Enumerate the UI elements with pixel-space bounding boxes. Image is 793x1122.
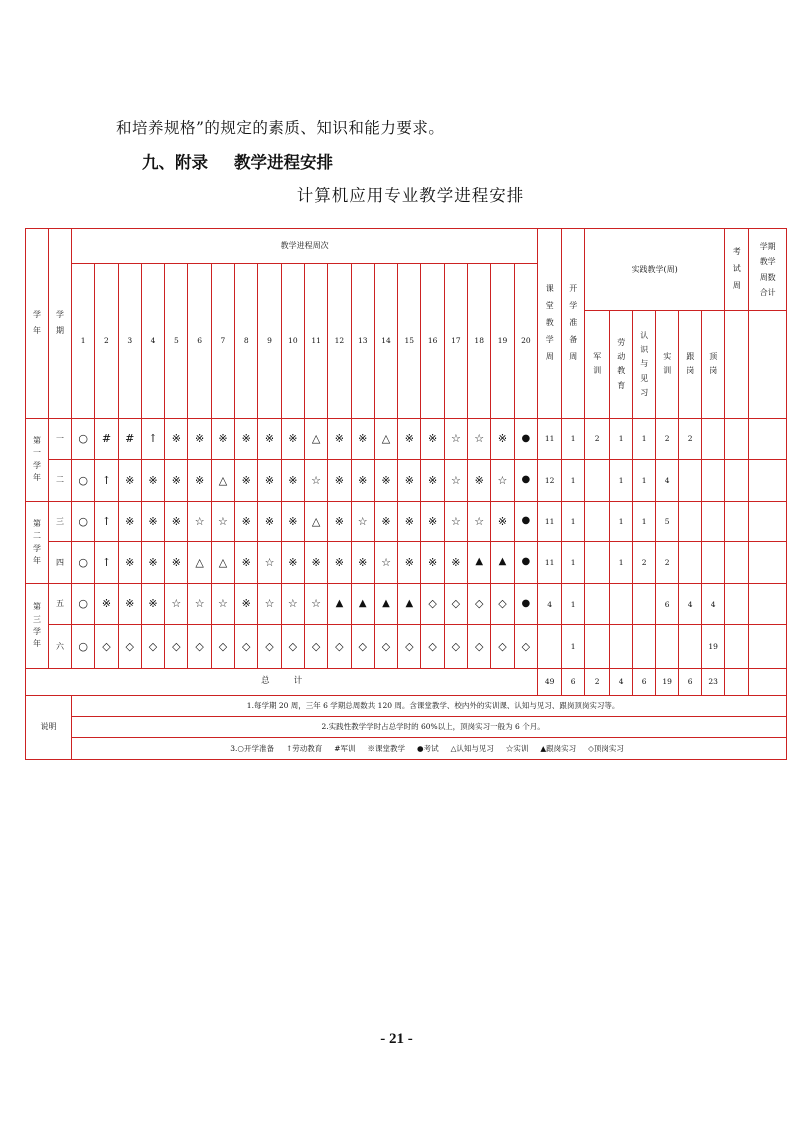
week-symbol-cell: ◇ [421,584,444,625]
week-symbol-cell: ↑ [95,501,118,541]
total-stat-cell: 19 [656,668,679,695]
stat-cell [749,584,787,625]
term-label: 六 [49,625,72,668]
term-label: 三 [49,501,72,541]
stat-cell [633,584,656,625]
week-symbol-cell: ※ [328,459,351,501]
week-symbol-cell: ▲ [398,584,421,625]
section-title: 教学进程安排 [234,153,333,172]
week-symbol-cell: ※ [118,459,141,501]
week-number-header: 9 [258,264,281,419]
stat-cell [749,501,787,541]
legend-item: ◇顶岗实习 [588,743,624,753]
total-stat-cell: 49 [538,668,562,695]
year-label: 第 一 学 年 [26,418,49,501]
col-header-exam-weeks: 考 试 周 [725,229,749,311]
stat-cell [585,542,610,584]
week-symbol-cell: ☆ [374,542,397,584]
stat-cell: 12 [538,459,562,501]
col-header-term: 学 期 [49,229,72,419]
table-row [26,501,787,541]
stat-cell: 1 [610,501,633,541]
notes-line: 2.实践性教学学时占总学时的 60%以上，顶岗实习一般为 6 个月。 [72,716,787,737]
week-symbol-cell: ☆ [351,501,374,541]
week-symbol-cell: ※ [95,584,118,625]
week-symbol-cell: ○ [72,459,95,501]
stat-cell: 2 [656,418,679,459]
stat-cell: 11 [538,418,562,459]
week-symbol-cell: ☆ [258,542,281,584]
total-stat-cell [749,668,787,695]
stat-cell [538,625,562,668]
week-symbol-cell: ◇ [514,625,538,668]
week-symbol-cell: ☆ [304,584,327,625]
section-number: 九、附录 [142,153,208,172]
week-symbol-cell: △ [211,542,234,584]
week-symbol-cell: ※ [351,542,374,584]
week-symbol-cell: ※ [281,418,304,459]
week-symbol-cell: ※ [421,459,444,501]
stat-cell [610,584,633,625]
week-symbol-cell: ※ [351,459,374,501]
week-symbol-cell: ◇ [328,625,351,668]
stat-cell [725,542,749,584]
week-number-header: 3 [118,264,141,419]
week-symbol-cell: ※ [328,501,351,541]
stat-cell [702,418,725,459]
stat-cell: 1 [610,459,633,501]
term-label: 五 [49,584,72,625]
week-symbol-cell: ◇ [468,584,491,625]
week-number-header: 20 [514,264,538,419]
week-symbol-cell: ↑ [95,459,118,501]
week-symbol-cell: ◇ [235,625,258,668]
stat-cell [749,459,787,501]
week-symbol-cell: ※ [398,418,421,459]
col-header-class-weeks: 课 堂 教 学 周 [538,229,562,419]
week-symbol-cell: ※ [304,542,327,584]
practice-col-header: 认 识 与 见 习 [633,311,656,418]
week-symbol-cell: ※ [491,418,514,459]
stat-cell [679,501,702,541]
week-symbol-cell: ☆ [188,584,211,625]
notes-line: 1.每学期 20 周，三年 6 学期总周数共 120 周。含课堂教学、校内外的实训课、认知与见习、跟岗顶岗实习等。 [72,695,787,716]
stat-cell [749,542,787,584]
stat-cell [679,625,702,668]
week-symbol-cell: ※ [398,501,421,541]
week-symbol-cell: ◇ [444,625,467,668]
week-symbol-cell: ▲ [468,542,491,584]
stat-cell [610,625,633,668]
legend-item: △认知与见习 [450,743,494,753]
stat-cell [702,542,725,584]
week-symbol-cell: ◇ [118,625,141,668]
legend-item: #军训 [334,743,356,753]
week-symbol-cell: ※ [421,418,444,459]
week-symbol-cell: ☆ [491,459,514,501]
week-symbol-cell: ◇ [165,625,188,668]
stat-cell [725,418,749,459]
stat-cell: 1 [562,418,585,459]
week-number-header: 12 [328,264,351,419]
week-symbol-cell: ◇ [258,625,281,668]
year-label: 第 三 学 年 [26,584,49,668]
week-symbol-cell: △ [374,418,397,459]
total-stat-cell: 6 [679,668,702,695]
week-symbol-cell: ※ [258,418,281,459]
legend-item: ●考试 [417,743,439,753]
section-heading [142,149,333,173]
stat-cell [679,542,702,584]
stat-cell [702,459,725,501]
week-number-header: 7 [211,264,234,419]
week-symbol-cell: ※ [118,542,141,584]
week-symbol-cell: ※ [258,501,281,541]
stat-cell: 4 [702,584,725,625]
total-stat-cell [725,668,749,695]
term-label: 一 [49,418,72,459]
week-symbol-cell: ※ [165,459,188,501]
week-symbol-cell: △ [304,418,327,459]
practice-col-header: 顶 岗 [702,311,725,418]
week-symbol-cell: ◇ [95,625,118,668]
week-symbol-cell: ☆ [211,501,234,541]
week-symbol-cell: ◇ [141,625,164,668]
stat-cell: 19 [702,625,725,668]
week-symbol-cell: ※ [398,542,421,584]
week-symbol-cell: ◇ [468,625,491,668]
total-label-b: 计 [293,676,303,687]
week-symbol-cell: ▲ [351,584,374,625]
week-symbol-cell: ※ [118,584,141,625]
legend-item: ☆实训 [505,743,529,753]
week-symbol-cell: ☆ [444,418,467,459]
total-col-header-lower [749,311,787,418]
week-symbol-cell: ◇ [351,625,374,668]
stat-cell: 4 [656,459,679,501]
week-symbol-cell: ○ [72,625,95,668]
week-symbol-cell: ◇ [188,625,211,668]
week-symbol-cell: ※ [444,542,467,584]
week-number-header: 17 [444,264,467,419]
stat-cell [725,625,749,668]
stat-cell [749,418,787,459]
week-symbol-cell: ※ [398,459,421,501]
week-symbol-cell: ※ [118,501,141,541]
week-symbol-cell: ※ [281,501,304,541]
teaching-schedule-table [25,228,787,760]
notes-line [72,737,787,759]
week-symbol-cell: ◇ [281,625,304,668]
week-symbol-cell: ※ [328,418,351,459]
week-symbol-cell: # [118,418,141,459]
week-symbol-cell: ※ [141,542,164,584]
stat-cell: 11 [538,542,562,584]
stat-cell [633,625,656,668]
practice-col-header: 实 训 [656,311,679,418]
legend-item: ※课堂教学 [367,743,406,753]
legend-item: ▲跟岗实习 [540,743,577,753]
stat-cell [656,625,679,668]
col-header-prep-weeks: 开 学 准 备 周 [562,229,585,419]
col-header-weeks-group: 教学进程周次 [72,229,538,264]
stat-cell: 1 [633,459,656,501]
week-symbol-cell: ☆ [444,501,467,541]
week-symbol-cell: ※ [235,459,258,501]
stat-cell: 1 [610,542,633,584]
week-symbol-cell: △ [211,459,234,501]
week-symbol-cell: ☆ [468,501,491,541]
week-symbol-cell: ◇ [374,625,397,668]
week-symbol-cell: △ [188,542,211,584]
page-number: - 21 - [380,1031,413,1047]
stat-cell [725,459,749,501]
stat-cell [585,501,610,541]
total-stat-cell: 4 [610,668,633,695]
col-header-year: 学 年 [26,229,49,419]
week-symbol-cell: ※ [235,501,258,541]
stat-cell: 2 [633,542,656,584]
practice-col-header: 劳 动 教 育 [610,311,633,418]
week-symbol-cell: ● [514,542,538,584]
total-label-a: 总 [261,676,270,687]
week-number-header: 4 [141,264,164,419]
week-symbol-cell: ◇ [444,584,467,625]
total-stat-cell: 23 [702,668,725,695]
total-stat-cell: 2 [585,668,610,695]
term-label: 四 [49,542,72,584]
table-row [26,542,787,584]
exam-col-header-lower [725,311,749,418]
stat-cell: 11 [538,501,562,541]
week-symbol-cell: ◇ [211,625,234,668]
week-symbol-cell: ☆ [258,584,281,625]
week-number-header: 10 [281,264,304,419]
week-number-header: 18 [468,264,491,419]
stat-cell [585,584,610,625]
week-symbol-cell: ○ [72,418,95,459]
stat-cell: 5 [656,501,679,541]
stat-cell: 4 [538,584,562,625]
week-symbol-cell: ▲ [328,584,351,625]
week-symbol-cell: ☆ [165,584,188,625]
week-symbol-cell: ↑ [141,418,164,459]
week-symbol-cell: ※ [328,542,351,584]
week-symbol-cell: ※ [141,501,164,541]
stat-cell [585,459,610,501]
week-symbol-cell: ※ [235,542,258,584]
week-symbol-cell: ☆ [211,584,234,625]
stat-cell: 1 [633,501,656,541]
table-row [26,459,787,501]
stat-cell [725,501,749,541]
week-symbol-cell: ○ [72,584,95,625]
week-symbol-cell: ◇ [304,625,327,668]
week-symbol-cell: ● [514,459,538,501]
stat-cell: 1 [562,584,585,625]
week-symbol-cell: △ [304,501,327,541]
total-stat-cell: 6 [562,668,585,695]
week-symbol-cell: ※ [235,584,258,625]
col-header-total-weeks: 学期 教学 周数 合计 [749,229,787,311]
stat-cell: 2 [585,418,610,459]
week-symbol-cell: ※ [188,418,211,459]
week-symbol-cell: ※ [188,459,211,501]
stat-cell: 1 [562,459,585,501]
week-number-header: 1 [72,264,95,419]
week-symbol-cell: ※ [235,418,258,459]
stat-cell: 4 [679,584,702,625]
week-symbol-cell: ※ [281,542,304,584]
week-symbol-cell: ● [514,418,538,459]
year-label: 第 二 学 年 [26,501,49,583]
week-symbol-cell: ※ [374,501,397,541]
week-symbol-cell: ☆ [281,584,304,625]
table-title: 计算机应用专业教学进程安排 [296,186,525,205]
term-label: 二 [49,459,72,501]
week-number-header: 11 [304,264,327,419]
total-label [26,668,538,695]
practice-col-header: 跟 岗 [679,311,702,418]
stat-cell: 1 [562,542,585,584]
stat-cell [749,625,787,668]
stat-cell: 1 [610,418,633,459]
week-symbol-cell: ※ [141,459,164,501]
stat-cell: 1 [562,625,585,668]
week-symbol-cell: ※ [468,459,491,501]
practice-col-header: 军 训 [585,311,610,418]
total-row [26,668,787,695]
week-symbol-cell: ○ [72,542,95,584]
notes-label: 说明 [26,695,72,759]
week-symbol-cell: ※ [165,542,188,584]
week-symbol-cell: ※ [351,418,374,459]
week-symbol-cell: ※ [421,542,444,584]
week-symbol-cell: ◇ [421,625,444,668]
week-number-header: 19 [491,264,514,419]
stat-cell [702,501,725,541]
week-symbol-cell: ※ [374,459,397,501]
week-symbol-cell: ▲ [491,542,514,584]
week-symbol-cell: ◇ [491,625,514,668]
week-symbol-cell: ○ [72,501,95,541]
table-row [26,584,787,625]
stat-cell: 2 [679,418,702,459]
intro-paragraph: 和培养规格”的规定的素质、知识和能力要求。 [116,119,445,137]
stat-cell: 6 [656,584,679,625]
total-stat-cell: 6 [633,668,656,695]
stat-cell [679,459,702,501]
week-number-header: 2 [95,264,118,419]
week-symbol-cell: ● [514,501,538,541]
col-header-practice-group: 实践教学(周) [585,229,725,311]
stat-cell [725,584,749,625]
week-number-header: 5 [165,264,188,419]
table-row [26,418,787,459]
legend-item: ↑劳动教育 [285,743,323,753]
week-symbol-cell: ※ [211,418,234,459]
week-number-header: 16 [421,264,444,419]
table-row [26,625,787,668]
week-symbol-cell: ※ [281,459,304,501]
legend-prefix: 3. [230,743,238,753]
week-symbol-cell: ▲ [374,584,397,625]
week-symbol-cell: ☆ [444,459,467,501]
legend-item: ○开学准备 [237,743,274,753]
week-symbol-cell: ※ [258,459,281,501]
week-symbol-cell: ◇ [398,625,421,668]
week-number-header: 15 [398,264,421,419]
week-symbol-cell: ※ [491,501,514,541]
week-symbol-cell: ※ [165,418,188,459]
week-symbol-cell: ● [514,584,538,625]
stat-cell [585,625,610,668]
week-symbol-cell: ☆ [188,501,211,541]
week-symbol-cell: # [95,418,118,459]
week-number-header: 14 [374,264,397,419]
stat-cell: 1 [562,501,585,541]
week-number-header: 6 [188,264,211,419]
week-symbol-cell: ☆ [468,418,491,459]
stat-cell: 1 [633,418,656,459]
week-symbol-cell: ※ [421,501,444,541]
week-symbol-cell: ※ [141,584,164,625]
week-symbol-cell: ☆ [304,459,327,501]
week-number-header: 8 [235,264,258,419]
week-symbol-cell: ◇ [491,584,514,625]
stat-cell: 2 [656,542,679,584]
week-number-header: 13 [351,264,374,419]
week-symbol-cell: ↑ [95,542,118,584]
week-symbol-cell: ※ [165,501,188,541]
